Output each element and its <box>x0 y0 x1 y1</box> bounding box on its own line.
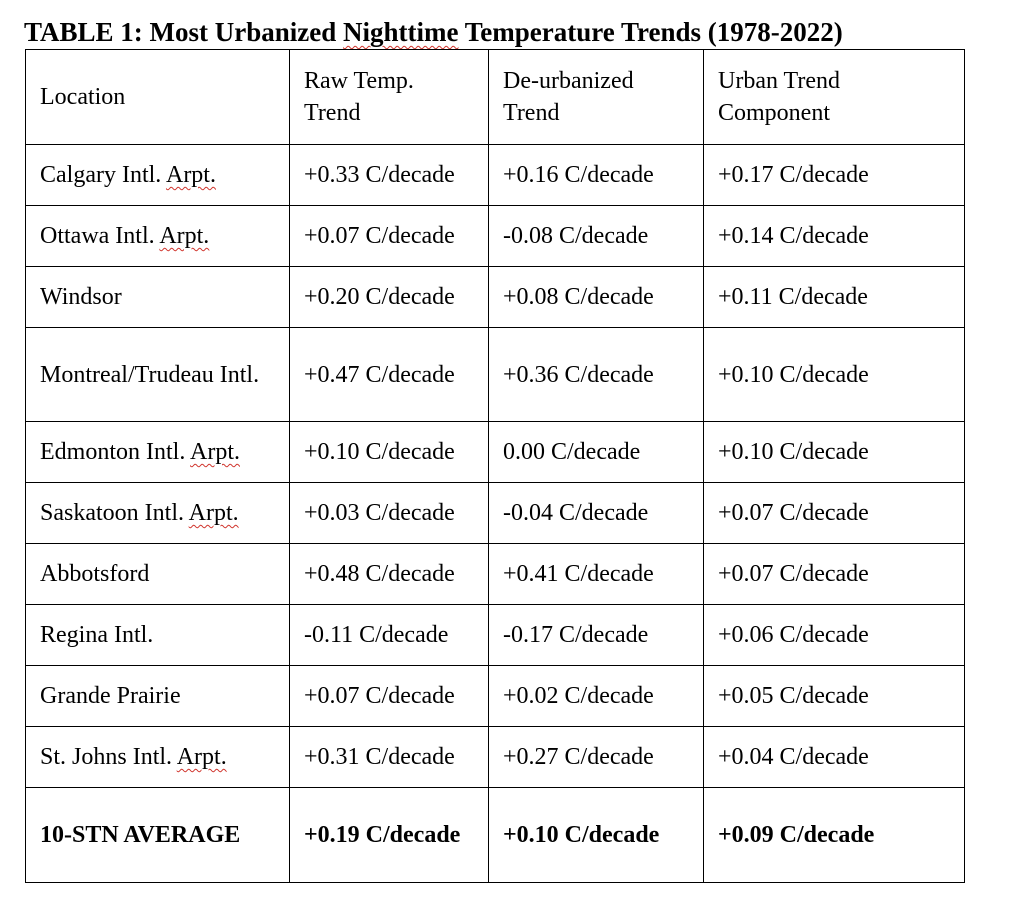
table-row <box>26 483 965 544</box>
average-cell-deurbanized-trend: +0.10 C/decade <box>489 788 704 883</box>
column-header-raw-trend: Raw Temp. Trend <box>290 50 489 145</box>
column-header-deurbanized-trend: De-urbanized Trend <box>489 50 704 145</box>
spellcheck-underline: Arpt. <box>159 223 210 249</box>
cell-location: Grande Prairie <box>26 666 290 727</box>
spellcheck-underline: Arpt. <box>165 162 216 188</box>
header-row <box>26 50 965 145</box>
average-cell-location: 10-STN AVERAGE <box>26 788 290 883</box>
cell-urban-component: +0.06 C/decade <box>704 605 965 666</box>
table-body <box>26 145 965 883</box>
cell-location: St. Johns Intl. Arpt. <box>26 727 290 788</box>
spellcheck-underline: Arpt. <box>188 500 239 526</box>
spellcheck-underline: Arpt. <box>176 744 227 770</box>
spellcheck-underline: Arpt. <box>190 439 240 465</box>
table-row <box>26 544 965 605</box>
table-row <box>26 267 965 328</box>
cell-location: Abbotsford <box>26 544 290 605</box>
cell-location: Ottawa Intl. Arpt. <box>26 206 290 267</box>
cell-location: Montreal/Trudeau Intl. <box>26 328 290 422</box>
cell-urban-component: +0.04 C/decade <box>704 727 965 788</box>
cell-raw-trend: -0.11 C/decade <box>290 605 489 666</box>
cell-urban-component: +0.07 C/decade <box>704 544 965 605</box>
cell-location: Saskatoon Intl. Arpt. <box>26 483 290 544</box>
cell-deurbanized-trend: 0.00 C/decade <box>489 422 704 483</box>
cell-raw-trend: +0.31 C/decade <box>290 727 489 788</box>
cell-location: Regina Intl. <box>26 605 290 666</box>
cell-deurbanized-trend: +0.36 C/decade <box>489 328 704 422</box>
cell-deurbanized-trend: +0.08 C/decade <box>489 267 704 328</box>
table-title: TABLE 1: Most Urbanized Nighttime Temperature Trends (1978-2022) <box>24 17 843 47</box>
cell-urban-component: +0.17 C/decade <box>704 145 965 206</box>
cell-location: Calgary Intl. Arpt. <box>26 145 290 206</box>
cell-urban-component: +0.07 C/decade <box>704 483 965 544</box>
cell-urban-component: +0.10 C/decade <box>704 328 965 422</box>
cell-deurbanized-trend: -0.08 C/decade <box>489 206 704 267</box>
table-row <box>26 328 965 422</box>
column-header-location: Location <box>26 50 290 145</box>
cell-location: Windsor <box>26 267 290 328</box>
cell-urban-component: +0.11 C/decade <box>704 267 965 328</box>
cell-raw-trend: +0.10 C/decade <box>290 422 489 483</box>
average-cell-urban-component: +0.09 C/decade <box>704 788 965 883</box>
cell-raw-trend: +0.07 C/decade <box>290 666 489 727</box>
table-row <box>26 605 965 666</box>
cell-location: Edmonton Intl. Arpt. <box>26 422 290 483</box>
cell-raw-trend: +0.48 C/decade <box>290 544 489 605</box>
spellcheck-underline: Nighttime <box>343 17 459 47</box>
cell-raw-trend: +0.20 C/decade <box>290 267 489 328</box>
cell-raw-trend: +0.03 C/decade <box>290 483 489 544</box>
table-row <box>26 727 965 788</box>
cell-raw-trend: +0.33 C/decade <box>290 145 489 206</box>
column-header-urban-component: Urban Trend Component <box>704 50 965 145</box>
cell-deurbanized-trend: +0.27 C/decade <box>489 727 704 788</box>
cell-raw-trend: +0.47 C/decade <box>290 328 489 422</box>
cell-urban-component: +0.14 C/decade <box>704 206 965 267</box>
table-row <box>26 206 965 267</box>
cell-deurbanized-trend: +0.41 C/decade <box>489 544 704 605</box>
cell-raw-trend: +0.07 C/decade <box>290 206 489 267</box>
table-row <box>26 422 965 483</box>
cell-urban-component: +0.10 C/decade <box>704 422 965 483</box>
cell-urban-component: +0.05 C/decade <box>704 666 965 727</box>
average-row <box>26 788 965 883</box>
cell-deurbanized-trend: -0.17 C/decade <box>489 605 704 666</box>
cell-deurbanized-trend: -0.04 C/decade <box>489 483 704 544</box>
table-row <box>26 145 965 206</box>
average-cell-raw-trend: +0.19 C/decade <box>290 788 489 883</box>
cell-deurbanized-trend: +0.02 C/decade <box>489 666 704 727</box>
cell-deurbanized-trend: +0.16 C/decade <box>489 145 704 206</box>
urban-trend-table <box>25 49 965 883</box>
table-row <box>26 666 965 727</box>
